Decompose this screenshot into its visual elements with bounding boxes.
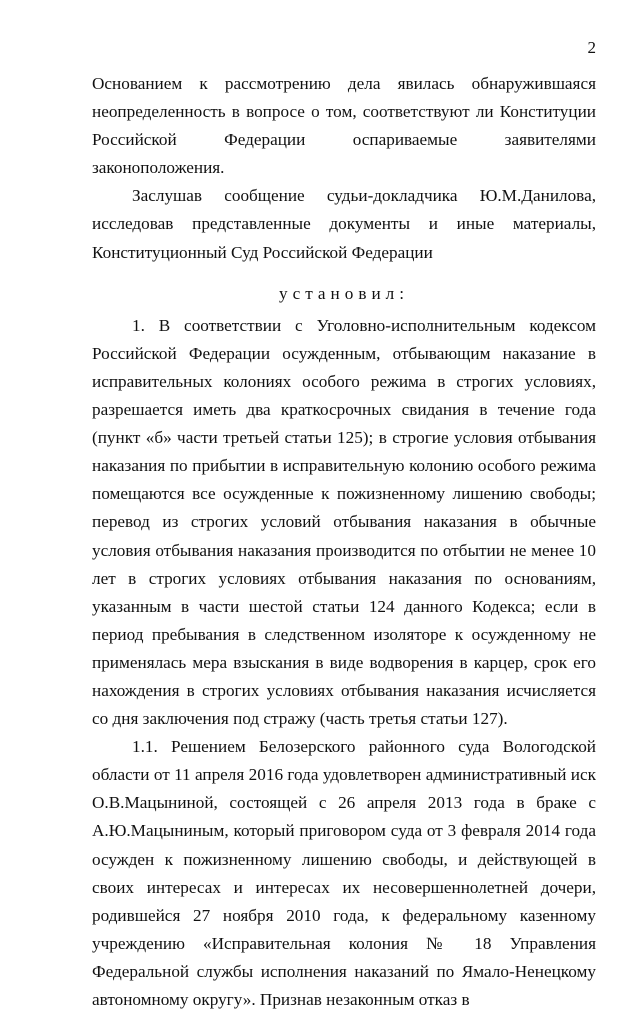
paragraph-section-1: 1. В соответствии с Уголовно-исполнительным кодексом Российской Федерации осужденным, отбывающим наказание в исправительных колониях особого режима в строгих условиях, разрешается иметь два краткосрочных свидания в течение года (пункт «б» части третьей статьи 125); в строгие условия отбывания наказания по прибытии в исправительную колонию особого режима помещаются все осужденные к пожизненному лишению свободы; перевод из строгих условий отбывания наказания в обычные условия отбывания наказания производится по отбытии не менее 10 лет в строгих условиях отбывания наказания по основаниям, указанным в части шестой статьи 124 данного Кодекса; если в период пребывания в следственном изоляторе к осужденному не применялась мера взыскания в виде водворения в карцер, срок его нахождения в строгих условиях отбывания наказания исчисляется со дня заключения под стражу (часть третья статьи 127). [92,315,596,729]
paragraph-section-1-1: 1.1. Решением Белозерского районного суда Вологодской области от 11 апреля 2016 года удовлетворен административный иск О.В.Мацыниной, состоящей с 26 апреля 2013 года в браке с А.Ю.Мацыниным, который приговором суда от 3 февраля 2014 года осужден к пожизненному лишению свободы, и действующей в своих интересах и интересах их несовершеннолетней дочери, родившейся 27 ноября 2010 года, к федеральному казенному учреждению «Исправительная колония № 18 Управления Федеральной службы исполнения наказаний по Ямало-Ненецкому автономному округу». Признав незаконным отказ в [92,737,596,1009]
paragraph-hearing: Заслушав сообщение судьи-докладчика Ю.М.Данилова, исследовав представленные документы и иные материалы, Конституционный Суд Российской Федерации [92,186,596,262]
document-body [92,70,596,1014]
page-number: 2 [587,38,596,57]
paragraph-grounds: Основанием к рассмотрению дела явилась обнаружившаяся неопределенность в вопросе о том, соответствуют ли Конституции Российской Федерации оспариваемые заявителями законоположения. [92,74,596,178]
section-heading: установил: [278,283,410,303]
